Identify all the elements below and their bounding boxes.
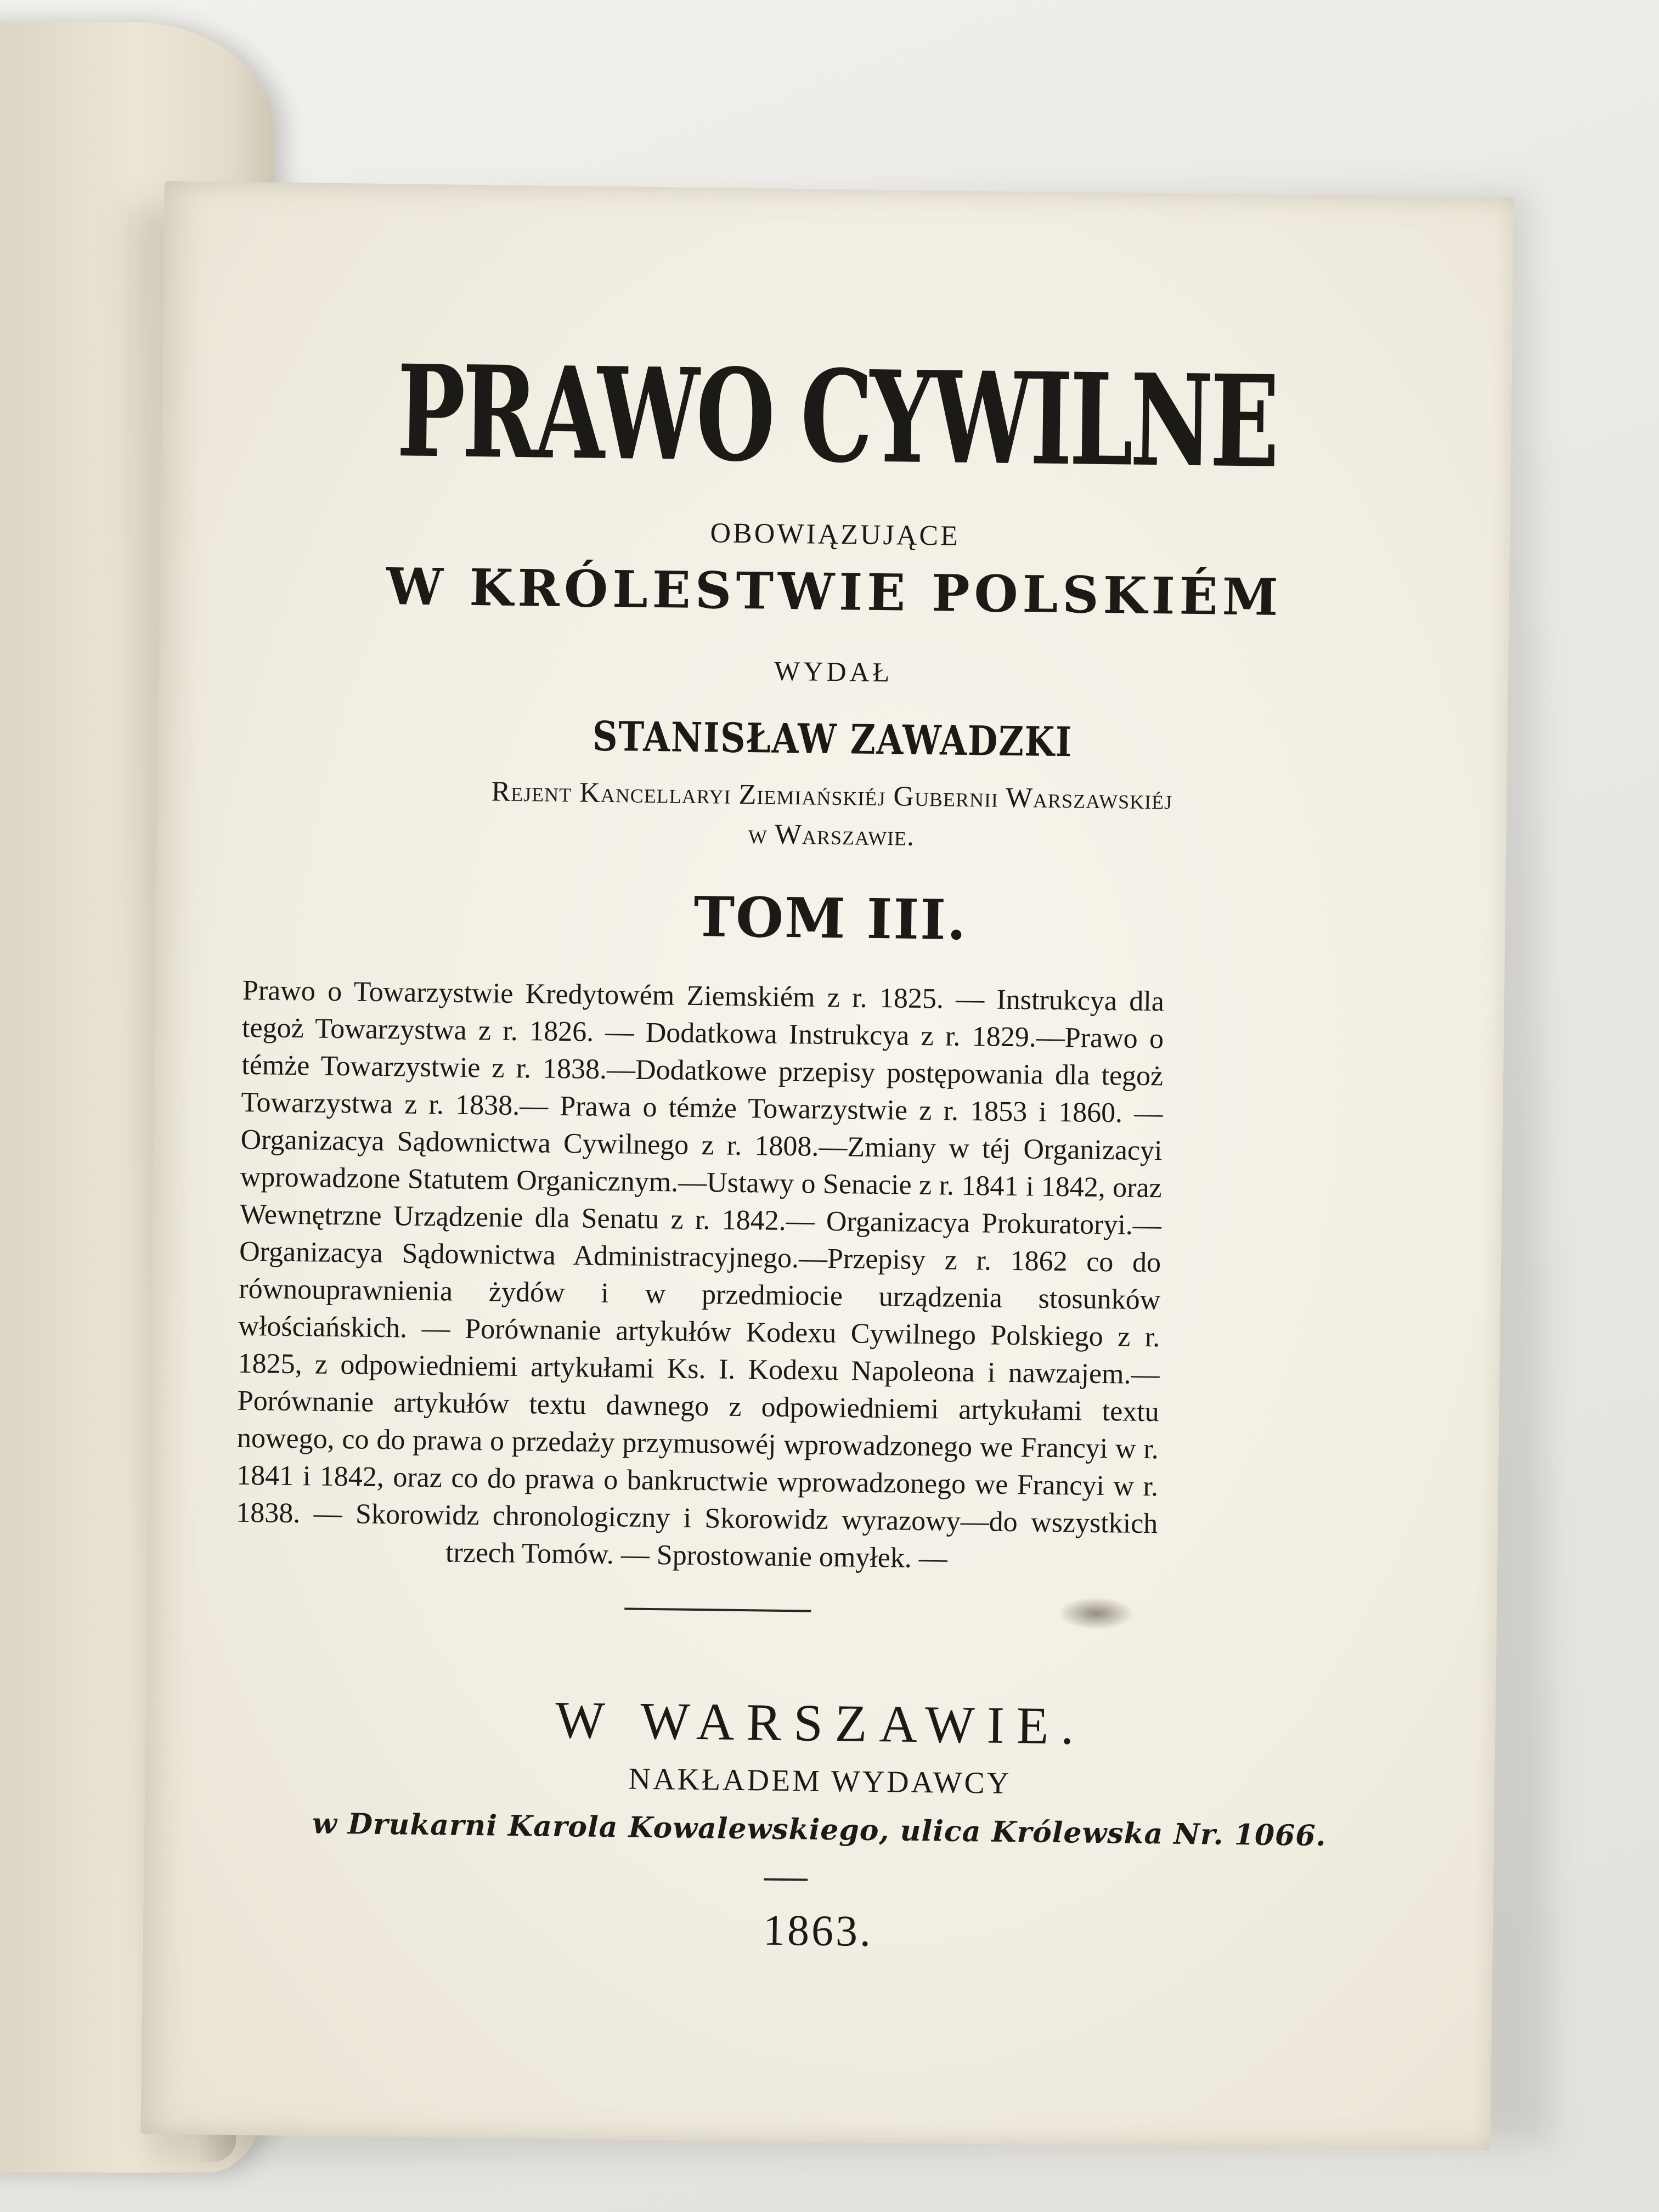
- book-title: PRAWO CYWILNE: [396, 337, 1277, 496]
- short-divider-rule: [764, 1878, 808, 1881]
- author-name: STANISŁAW ZAWADZKI: [592, 713, 1073, 766]
- subtitle-obowiazujace: OBOWIĄZUJĄCE: [710, 517, 961, 552]
- volume-contents: Prawo o Towarzystwie Kredytowém Ziemskiém z r. 1825. — Instrukcya dla tegoż Towarzystwa z r. 1826. — Dodatkowa Instrukcya z r. 1829.—Prawo o témże Towarzystwie z r. 1838.—Dodatkowe przepisy postępowania dla tegoż Towarzystwa z r. 1838.— Prawa o témże Towarzystwie z r. 1853 i 1860. — Organizacya Sądownictwa Cywilnego z r. 1808.—Zmiany w téj Organizacyi wprowadzone Statutem Organicznym.—Ustawy o Senacie z r. 1841 i 1842, oraz Wewnętrzne Urządzenie dla Senatu z r. 1842.— Organizacya Prokuratoryi.— Organizacya Sądownictwa Administracyjnego.—Przepisy z r. 1862 co do równouprawnienia żydów i w przedmiocie urządzenia stosunków włościańskich. — Porównanie artykułów Kodexu Cywilnego Polskiego z r. 1825, z odpowiedniemi artykułami Ks. I. Kodexu Napoleona i nawzajem.—Porównanie artykułów textu dawnego z odpowiedniemi artykułami textu nowego, co do prawa o przedaży przymusowéj wprowadzonego we Francyi w r. 1841 i 1842, oraz co do prawa o bankructwie wprowadzonego we Francyi w r. 1838. — Skorowidz chronologiczny i Skorowidz wyrazowy—do wszystkich trzech Tomów. — Sprostowanie omyłek. —: [236, 974, 1165, 1575]
- author-role-line1: Rejent Kancellaryi Ziemiańskiéj Gubernii Warszawskiéj: [491, 776, 1173, 816]
- publisher-line: NAKŁADEM WYDAWCY: [628, 1762, 1012, 1801]
- edited-by-label: WYDAŁ: [774, 655, 893, 688]
- volume-number: TOM III.: [693, 884, 968, 952]
- subtitle-kingdom: W KRÓLESTWIE POLSKIÉM: [386, 556, 1283, 627]
- divider-rule: [624, 1607, 811, 1612]
- title-page: [141, 181, 1514, 2151]
- title-page-content: [165, 181, 1514, 1956]
- page-stain: [1058, 1596, 1135, 1630]
- publication-place: W WARSZAWIE.: [555, 1690, 1087, 1756]
- printer-line: w Drukarni Karola Kowalewskiego, ulica Królewska Nr. 1066.: [312, 1807, 1327, 1853]
- author-role-line2: w Warszawie.: [748, 819, 915, 852]
- author-role: [211, 769, 1452, 863]
- publication-year: 1863.: [763, 1906, 873, 1956]
